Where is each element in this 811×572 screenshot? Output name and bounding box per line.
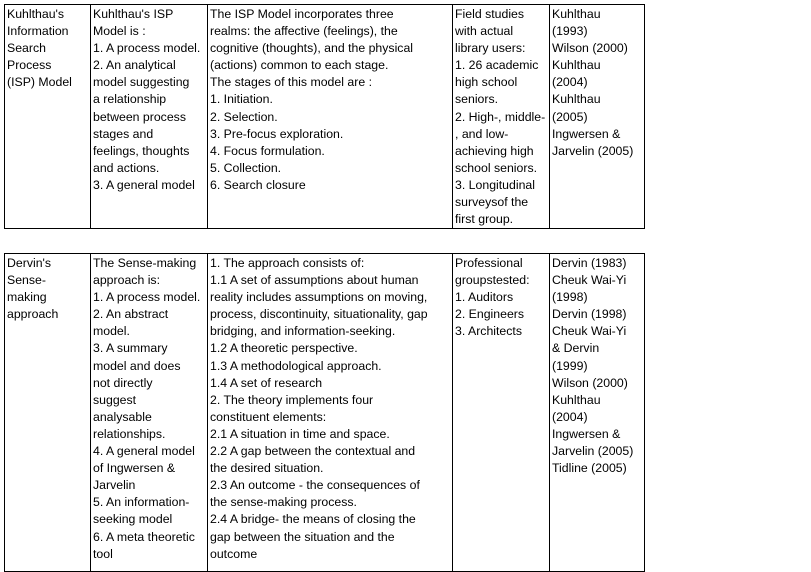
cell-text-line: 2.3 An outcome - the consequences of (210, 478, 420, 493)
cell-text-line: Model is : (93, 24, 146, 39)
summary-cell (91, 254, 208, 572)
cell-text-line: making (7, 290, 47, 305)
cell-text-line: analysable (93, 409, 152, 424)
cell-text-line: seniors. (455, 92, 499, 107)
cell-text-line: process, discontinuity, situationality, gap (210, 307, 428, 322)
cell-text-line: Field studies (455, 7, 525, 21)
references-cell (550, 5, 645, 229)
cell-text-line: & Dervin (552, 341, 600, 356)
cell-text-line: relationships. (93, 426, 166, 441)
cell-text-line: (2004) (552, 409, 588, 424)
cell-text-line: Wilson (2000) (552, 375, 628, 390)
cell-text-line: Jarvelin (2005) (552, 444, 634, 459)
cell-text-line: 1. A process model. (93, 41, 201, 56)
topic-cell (5, 254, 91, 572)
cell-text-line: library users: (455, 41, 526, 56)
cell-text-line: high school (455, 75, 518, 90)
cell-text-line: Jarvelin (93, 478, 136, 493)
cell-text-line: achieving high (455, 143, 534, 158)
cell-text-line: 3. A summary (93, 341, 168, 356)
cell-text-line: 2. An analytical (93, 58, 176, 73)
topic-cell (5, 5, 91, 229)
cell-text-line: Cheuk Wai-Yi (552, 273, 627, 288)
cell-text-line: 1.1 A set of assumptions about human (210, 273, 419, 288)
cell-text-line: Kuhlthau's ISP (93, 7, 174, 21)
cell-text-line: 4. Focus formulation. (210, 143, 325, 158)
cell-text-line: 2. Engineers (455, 307, 525, 322)
cell-text-line: of Ingwersen & (93, 461, 176, 476)
cell-text-line: Ingwersen & (552, 426, 621, 441)
cell-text-line: first group. (455, 212, 514, 227)
cell-text-line: Dervin's (7, 256, 52, 270)
cell-text-line: Process (7, 58, 52, 73)
cell-text-line: model suggesting (93, 75, 190, 90)
cell-text-line: 3. Pre-focus exploration. (210, 126, 344, 141)
cell-text-line: seeking model (93, 512, 173, 527)
cell-text-line: cognitive (thoughts), and the physical (210, 41, 414, 56)
cell-text-line: 6. Search closure (210, 177, 306, 192)
cell-text-line: suggest (93, 392, 137, 407)
cell-text-line: (1999) (552, 358, 588, 373)
cell-text-line: surveysof the (455, 195, 529, 210)
cell-text-line: a relationship (93, 92, 167, 107)
cell-text-line: (ISP) Model (7, 75, 72, 90)
cell-text-line: outcome (210, 546, 258, 561)
cell-text-line: Kuhlthau's (7, 7, 65, 21)
cell-text-line: reality includes assumptions on moving, (210, 290, 428, 305)
references-cell (550, 254, 645, 572)
cell-text-line: , and low- (455, 126, 509, 141)
cell-text-line: 3. A general model (93, 177, 195, 192)
cell-text-line: with actual (455, 24, 514, 39)
cell-text-line: (2005) (552, 109, 588, 124)
cell-text-line: and actions. (93, 160, 160, 175)
table-row (5, 5, 645, 229)
cell-text-line: the desired situation. (210, 461, 324, 476)
cell-text-line: 1. 26 academic (455, 58, 539, 73)
cell-text-line: The Sense-making (93, 256, 197, 270)
cell-text-line: (1998) (552, 290, 588, 305)
cell-text-line: tool (93, 546, 113, 561)
studies-cell (453, 254, 550, 572)
cell-text-line: school seniors. (455, 160, 538, 175)
cell-text-line: feelings, thoughts (93, 143, 190, 158)
cell-text-line: Dervin (1998) (552, 307, 627, 322)
cell-text-line: 6. A meta theoretic (93, 529, 195, 544)
summary-cell (91, 5, 208, 229)
cell-text-line: 1.3 A methodological approach. (210, 358, 382, 373)
cell-text-line: 3. Longitudinal (455, 177, 535, 192)
cell-text-line: (1993) (552, 24, 588, 39)
cell-text-line: bridging, and information-seeking. (210, 324, 396, 339)
cell-text-line: Search (7, 41, 46, 56)
sense-making-table (4, 253, 645, 572)
cell-text-line: groupstested: (455, 273, 530, 288)
cell-text-line: the sense-making process. (210, 495, 357, 510)
cell-text-line: 1. The approach consists of: (210, 256, 365, 270)
description-cell (208, 5, 453, 229)
cell-text-line: 1.2 A theoretic perspective. (210, 341, 358, 356)
cell-text-line: Tidline (2005) (552, 461, 627, 476)
cell-text-line: constituent elements: (210, 409, 327, 424)
cell-text-line: (actions) common to each stage. (210, 58, 389, 73)
cell-text-line: Sense- (7, 273, 46, 288)
cell-text-line: Kuhlthau (552, 7, 601, 21)
cell-text-line: Kuhlthau (552, 92, 601, 107)
table-row (5, 254, 645, 572)
cell-text-line: 1.4 A set of research (210, 375, 323, 390)
cell-text-line: 5. Collection. (210, 160, 282, 175)
cell-text-line: Professional (455, 256, 523, 270)
cell-text-line: (2004) (552, 75, 588, 90)
studies-cell (453, 5, 550, 229)
cell-text-line: 2. Selection. (210, 109, 278, 124)
cell-text-line: between process (93, 109, 186, 124)
cell-text-line: The ISP Model incorporates three (210, 7, 394, 21)
cell-text-line: 1. Auditors (455, 290, 514, 305)
cell-text-line: Ingwersen & (552, 126, 621, 141)
cell-text-line: 5. An information- (93, 495, 190, 510)
cell-text-line: model and does (93, 358, 181, 373)
cell-text-line: Cheuk Wai-Yi (552, 324, 627, 339)
cell-text-line: 2.2 A gap between the contextual and (210, 444, 416, 459)
cell-text-line: 2.4 A bridge- the means of closing the (210, 512, 416, 527)
cell-text-line: approach (7, 307, 59, 322)
cell-text-line: Dervin (1983) (552, 256, 627, 270)
cell-text-line: 1. Initiation. (210, 92, 273, 107)
cell-text-line: Kuhlthau (552, 58, 601, 73)
cell-text-line: 2. The theory implements four (210, 392, 374, 407)
cell-text-line: 2. An abstract (93, 307, 169, 322)
cell-text-line: stages and (93, 126, 154, 141)
cell-text-line: not directly (93, 375, 153, 390)
cell-text-line: 4. A general model (93, 444, 195, 459)
cell-text-line: model. (93, 324, 130, 339)
cell-text-line: Jarvelin (2005) (552, 143, 634, 158)
cell-text-line: 2. High-, middle- (455, 109, 546, 124)
cell-text-line: 3. Architects (455, 324, 522, 339)
isp-model-table (4, 4, 645, 229)
cell-text-line: gap between the situation and the (210, 529, 395, 544)
cell-text-line: realms: the affective (feelings), the (210, 24, 398, 39)
cell-text-line: The stages of this model are : (210, 75, 372, 90)
cell-text-line: 1. A process model. (93, 290, 201, 305)
cell-text-line: approach is: (93, 273, 160, 288)
cell-text-line: 2.1 A situation in time and space. (210, 426, 390, 441)
cell-text-line: Information (7, 24, 69, 39)
description-cell (208, 254, 453, 572)
cell-text-line: Kuhlthau (552, 392, 601, 407)
cell-text-line: Wilson (2000) (552, 41, 628, 56)
